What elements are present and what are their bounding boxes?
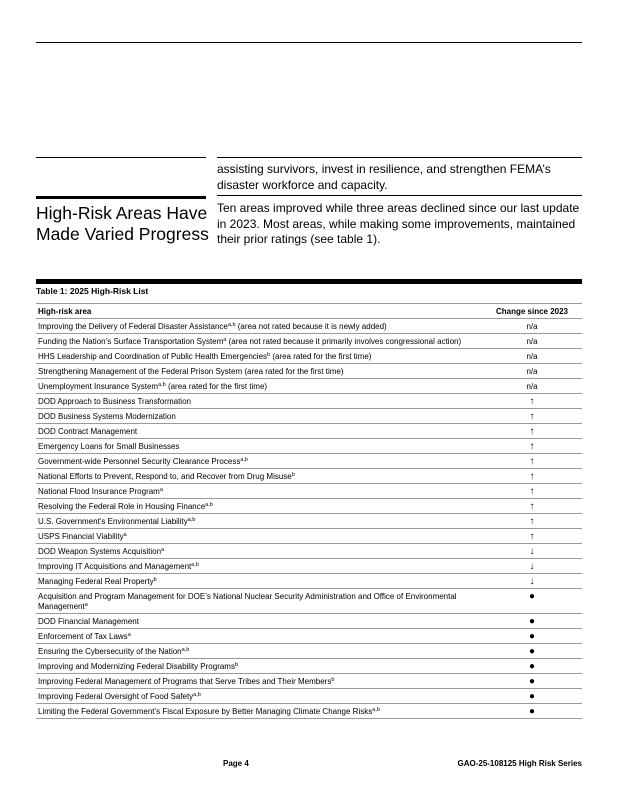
arrow-up-icon: ↑ — [529, 471, 535, 482]
change-cell — [482, 514, 582, 529]
bullet-dot-icon: ● — [528, 691, 536, 702]
risk-area-name: Enforcement of Tax Laws — [38, 632, 128, 641]
change-cell — [482, 349, 582, 364]
section-heading: High-Risk Areas Have Made Varied Progress — [36, 203, 209, 244]
risk-area-name: USPS Financial Viability — [38, 532, 124, 541]
risk-area-name: DOD Contract Management — [38, 427, 138, 436]
footer-report-id: GAO-25-108125 High Risk Series — [457, 759, 582, 768]
table-row — [36, 589, 582, 614]
arrow-up-icon: ↑ — [529, 516, 535, 527]
table-row — [36, 334, 582, 349]
table-row — [36, 689, 582, 704]
risk-area-name: Funding the Nation’s Surface Transportation System — [38, 337, 224, 346]
table-row — [36, 704, 582, 719]
risk-area-name: Improving Federal Oversight of Food Safety — [38, 692, 194, 701]
risk-area-note: (area rated for the first time) — [165, 382, 268, 391]
risk-area-cell — [36, 574, 482, 589]
change-cell — [482, 659, 582, 674]
change-value: n/a — [526, 322, 538, 331]
risk-area-cell — [36, 589, 482, 614]
change-cell — [482, 704, 582, 719]
arrow-down-icon: ↓ — [529, 561, 535, 572]
change-value: n/a — [526, 382, 538, 391]
risk-area-name: DOD Approach to Business Transformation — [38, 397, 191, 406]
risk-area-name: Government-wide Personnel Security Clearance Process — [38, 457, 241, 466]
table-header-row — [36, 304, 582, 319]
table-row — [36, 629, 582, 644]
arrow-up-icon: ↑ — [529, 486, 535, 497]
risk-area-cell — [36, 644, 482, 659]
table-body — [36, 319, 582, 719]
risk-area-note: (area not rated because it is newly added) — [235, 322, 387, 331]
table-row — [36, 364, 582, 379]
change-cell — [482, 379, 582, 394]
risk-area-cell — [36, 469, 482, 484]
table-row — [36, 659, 582, 674]
risk-area-cell — [36, 364, 482, 379]
body-paragraph-progress: Ten areas improved while three areas declined since our last update in 2023. Most areas, while making some improvements, maintained their prior ratings (see table 1). — [217, 201, 580, 246]
risk-area-name: Ensuring the Cybersecurity of the Nation — [38, 647, 182, 656]
risk-area-name: DOD Weapon Systems Acquisition — [38, 547, 162, 556]
bullet-dot-icon: ● — [528, 616, 536, 627]
arrow-down-icon: ↓ — [529, 546, 535, 557]
change-cell — [482, 589, 582, 614]
table-row — [36, 424, 582, 439]
table-row — [36, 379, 582, 394]
footnote-marker: a — [223, 337, 227, 343]
change-cell — [482, 364, 582, 379]
bullet-dot-icon: ● — [528, 706, 536, 717]
bullet-dot-icon: ● — [528, 661, 536, 672]
top-rule — [36, 42, 582, 43]
risk-area-name: Emergency Loans for Small Businesses — [38, 442, 180, 451]
footnote-marker: b — [267, 352, 271, 358]
risk-area-cell — [36, 674, 482, 689]
risk-area-cell — [36, 499, 482, 514]
footnote-marker: a,b — [193, 692, 201, 698]
footnote-marker: a,b — [187, 517, 196, 523]
change-cell — [482, 409, 582, 424]
table-row — [36, 499, 582, 514]
change-cell — [482, 424, 582, 439]
risk-area-cell — [36, 659, 482, 674]
risk-area-cell — [36, 544, 482, 559]
table-caption: Table 1: 2025 High-Risk List — [36, 286, 149, 296]
table-row — [36, 394, 582, 409]
risk-area-cell — [36, 394, 482, 409]
risk-area-name: U.S. Government’s Environmental Liability — [38, 517, 188, 526]
change-value: n/a — [526, 337, 538, 346]
risk-area-cell — [36, 454, 482, 469]
change-cell — [482, 544, 582, 559]
table-row — [36, 614, 582, 629]
risk-area-name: Improving Federal Management of Programs that Serve Tribes and Their Members — [38, 677, 332, 686]
table-row — [36, 529, 582, 544]
section-heading-rule — [36, 196, 206, 199]
change-cell — [482, 559, 582, 574]
risk-area-name: HHS Leadership and Coordination of Public Health Emergencies — [38, 352, 268, 361]
arrow-up-icon: ↑ — [529, 531, 535, 542]
risk-area-cell — [36, 529, 482, 544]
change-cell — [482, 689, 582, 704]
risk-area-cell — [36, 409, 482, 424]
table-row — [36, 574, 582, 589]
footnote-marker: a,b — [227, 322, 236, 328]
risk-area-name: Acquisition and Program Management for DOE’s National Nuclear Security Administration and Office of Environmental Management — [38, 592, 457, 611]
table-row — [36, 409, 582, 424]
table-top-bar — [36, 279, 582, 284]
body-rule-section — [217, 195, 582, 196]
risk-area-cell — [36, 559, 482, 574]
arrow-up-icon: ↑ — [529, 411, 535, 422]
risk-area-name: Strengthening Management of the Federal Prison System — [38, 367, 243, 376]
risk-area-name: National Efforts to Prevent, Respond to, and Recover from Drug Misuse — [38, 472, 292, 481]
risk-area-name: Limiting the Federal Government’s Fiscal Exposure by Better Managing Climate Change Risks — [38, 707, 373, 716]
body-paragraph-continued: assisting survivors, invest in resilience, and strengthen FEMA’s disaster workforce and capacity. — [217, 162, 551, 192]
risk-area-cell — [36, 514, 482, 529]
risk-area-cell — [36, 424, 482, 439]
bullet-dot-icon: ● — [528, 631, 536, 642]
risk-area-name: Improving the Delivery of Federal Disaster Assistance — [38, 322, 228, 331]
column-header-change: Change since 2023 — [482, 304, 582, 319]
footnote-marker: a — [159, 487, 163, 493]
risk-area-cell — [36, 484, 482, 499]
risk-area-note: (area rated for the first time) — [242, 367, 344, 376]
risk-area-name: National Flood Insurance Program — [38, 487, 160, 496]
arrow-up-icon: ↑ — [529, 441, 535, 452]
footnote-marker: a,b — [158, 382, 166, 388]
risk-area-name: Unemployment Insurance System — [38, 382, 159, 391]
footnote-marker: a,b — [191, 562, 199, 568]
risk-area-cell — [36, 439, 482, 454]
arrow-up-icon: ↑ — [529, 426, 535, 437]
change-cell — [482, 394, 582, 409]
footnote-marker: a — [84, 602, 88, 608]
footer-page-number: Page 4 — [223, 759, 249, 768]
table-row — [36, 674, 582, 689]
change-cell — [482, 529, 582, 544]
table-row — [36, 439, 582, 454]
left-column-rule — [36, 157, 206, 158]
table-row — [36, 319, 582, 334]
change-cell — [482, 454, 582, 469]
risk-area-cell — [36, 704, 482, 719]
footnote-marker: b — [234, 662, 239, 668]
change-cell — [482, 439, 582, 454]
footnote-marker: a,b — [205, 502, 213, 508]
change-cell — [482, 629, 582, 644]
column-header-area: High-risk area — [36, 304, 482, 319]
change-cell — [482, 574, 582, 589]
table-row — [36, 644, 582, 659]
bullet-dot-icon: ● — [528, 676, 536, 687]
footnote-marker: a,b — [372, 707, 380, 713]
risk-area-cell — [36, 379, 482, 394]
risk-area-cell — [36, 334, 482, 349]
risk-area-note: (area not rated because it primarily involves congressional action) — [226, 337, 462, 346]
footnote-marker: b — [153, 577, 157, 583]
footnote-marker: b — [291, 472, 295, 478]
table-row — [36, 454, 582, 469]
change-value: n/a — [526, 352, 538, 361]
risk-area-name: Improving IT Acquisitions and Management — [38, 562, 192, 571]
footnote-marker: b — [331, 677, 335, 683]
change-cell — [482, 484, 582, 499]
change-cell — [482, 644, 582, 659]
table-row — [36, 544, 582, 559]
footnote-marker: a,b — [181, 647, 190, 653]
risk-area-cell — [36, 614, 482, 629]
table-row — [36, 514, 582, 529]
change-cell — [482, 614, 582, 629]
table-row — [36, 559, 582, 574]
bullet-dot-icon: ● — [528, 591, 536, 602]
risk-area-name: DOD Business Systems Modernization — [38, 412, 176, 421]
risk-area-cell — [36, 349, 482, 364]
high-risk-table — [36, 303, 582, 719]
change-cell — [482, 499, 582, 514]
risk-area-note: (area rated for the first time) — [270, 352, 372, 361]
table-row — [36, 469, 582, 484]
arrow-up-icon: ↑ — [529, 501, 535, 512]
risk-area-cell — [36, 319, 482, 334]
table-row — [36, 349, 582, 364]
change-value: n/a — [526, 367, 538, 376]
risk-area-name: Resolving the Federal Role in Housing Finance — [38, 502, 206, 511]
risk-area-name: Improving and Modernizing Federal Disability Programs — [38, 662, 235, 671]
risk-area-cell — [36, 629, 482, 644]
body-rule-top — [217, 157, 582, 158]
bullet-dot-icon: ● — [528, 646, 536, 657]
arrow-down-icon: ↓ — [529, 576, 535, 587]
risk-area-cell — [36, 689, 482, 704]
table-row — [36, 484, 582, 499]
risk-area-name: Managing Federal Real Property — [38, 577, 154, 586]
arrow-up-icon: ↑ — [529, 396, 535, 407]
footnote-marker: a,b — [240, 457, 248, 463]
footnote-marker: a — [161, 547, 165, 553]
change-cell — [482, 674, 582, 689]
footnote-marker: a — [127, 632, 131, 638]
change-cell — [482, 319, 582, 334]
arrow-up-icon: ↑ — [529, 456, 535, 467]
footnote-marker: a — [123, 532, 127, 538]
risk-area-name: DOD Financial Management — [38, 617, 139, 626]
change-cell — [482, 334, 582, 349]
change-cell — [482, 469, 582, 484]
